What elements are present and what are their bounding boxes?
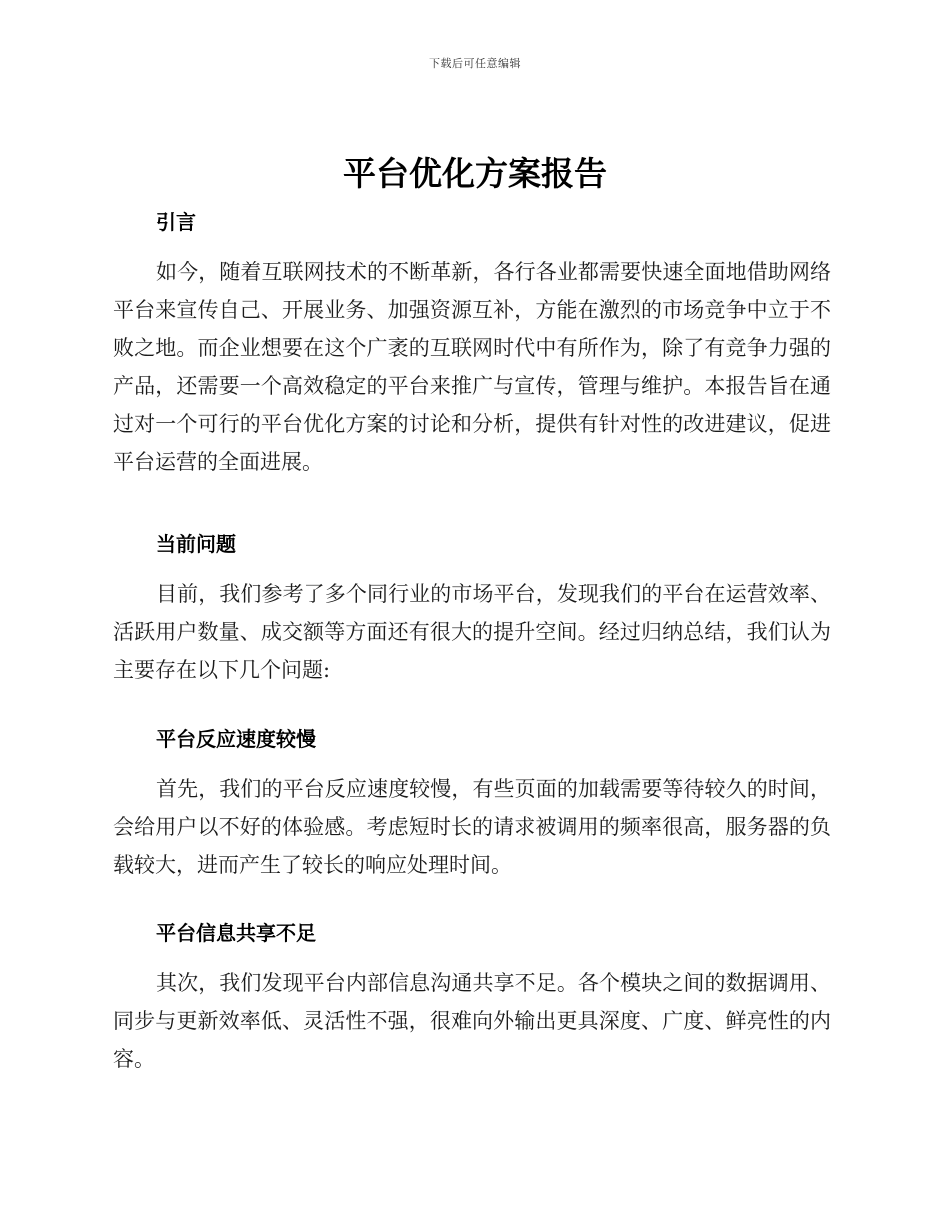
header-watermark: 下载后可任意编辑 bbox=[429, 57, 521, 70]
section-heading-info-sharing: 平台信息共享不足 bbox=[156, 921, 316, 945]
section-paragraph-slow-response: 首先，我们的平台反应速度较慢，有些页面的加载需要等待较久的时间，会给用户以不好的体验感。考虑短时长的请求被调用的频率很高，服务器的负载较大，进而产生了较长的响应处理时间。 bbox=[113, 777, 831, 877]
document-title: 平台优化方案报告 bbox=[343, 154, 607, 193]
section-paragraph-info-sharing: 其次，我们发现平台内部信息沟通共享不足。各个模块之间的数据调用、同步与更新效率低、灵活性不强，很难向外输出更具深度、广度、鲜亮性的内容。 bbox=[113, 971, 831, 1071]
section-heading-introduction: 引言 bbox=[156, 210, 196, 234]
section-heading-slow-response: 平台反应速度较慢 bbox=[156, 727, 316, 751]
section-heading-current-issues: 当前问题 bbox=[156, 532, 236, 556]
section-paragraph-current-issues: 目前，我们参考了多个同行业的市场平台，发现我们的平台在运营效率、活跃用户数量、成交额等方面还有很大的提升空间。经过归纳总结，我们认为主要存在以下几个问题: bbox=[113, 582, 831, 682]
section-paragraph-introduction: 如今，随着互联网技术的不断革新，各行各业都需要快速全面地借助网络平台来宣传自己、开展业务、加强资源互补，方能在激烈的市场竞争中立于不败之地。而企业想要在这个广袤的互联网时代中有所作为，除了有竞争力强的产品，还需要一个高效稳定的平台来推广与宣传，管理与维护。本报告旨在通过对一个可行的平台优化方案的讨论和分析，提供有针对性的改进建议，促进平台运营的全面进展。 bbox=[113, 260, 831, 474]
